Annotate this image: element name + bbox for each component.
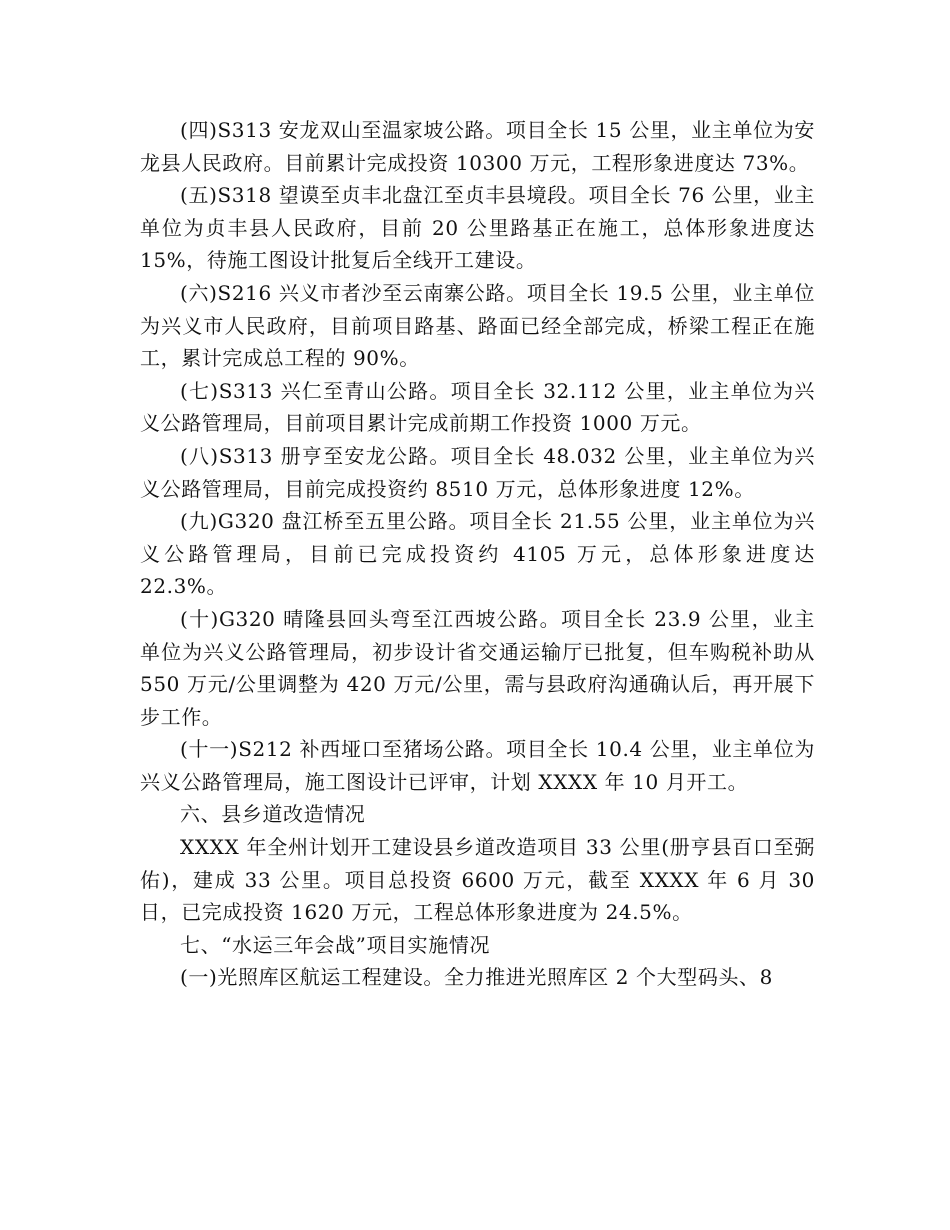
- paragraph-s216-xingyi-zhesha: (六)S216 兴义市者沙至云南寨公路。项目全长 19.5 公里，业主单位为兴义市人民政府，目前项目路基、路面已经全部完成，桥梁工程正在施工，累计完成总工程的 90%。: [140, 280, 815, 371]
- paragraph-s313-ceheng-anlong: (八)S313 册亨至安龙公路。项目全长 48.032 公里，业主单位为兴义公路管理局，目前完成投资约 8510 万元，总体形象进度 12%。: [140, 443, 815, 501]
- paragraph-county-road-renovation: XXXX 年全州计划开工建设县乡道改造项目 33 公里(册亨县百口至弼佑)，建成 33 公里。项目总投资 6600 万元，截至 XXXX 年 6 月 30 日，已完成投资 1620 万元，工程总体形象进度为 24.5%。: [140, 835, 815, 925]
- paragraph-g320-qinglong-jiangxipo: (十)G320 晴隆县回头弯至江西坡公路。项目全长 23.9 公里，业主单位为兴义公路管理局，初步设计省交通运输厅已批复，但车购税补助从 550 万元/公里调整为 420 万元/公里，需与县政府沟通确认后，再开展下步工作。: [140, 606, 815, 729]
- document-body: [140, 114, 815, 994]
- paragraph-g320-panjiangqiao-wuli: (九)G320 盘江桥至五里公路。项目全长 21.55 公里，业主单位为兴义公路管理局，目前已完成投资约 4105 万元，总体形象进度达 22.3%。: [140, 509, 815, 599]
- section-heading-county-roads: 六、县乡道改造情况: [180, 802, 366, 827]
- paragraph-s318-wangmo-zhenfeng: (五)S318 望谟至贞丰北盘江至贞丰县境段。项目全长 76 公里，业主单位为贞丰县人民政府，目前 20 公里路基正在施工，总体形象进度达 15%，待施工图设计批复后全线开工建设。: [140, 183, 815, 273]
- paragraph-s212-buxi-zhuchang: (十一)S212 补西垭口至猪场公路。项目全长 10.4 公里，业主单位为兴义公路管理局，施工图设计已评审，计划 XXXX 年 10 月开工。: [140, 737, 815, 794]
- paragraph-guangzhao-reservoir: (一)光照库区航运工程建设。全力推进光照库区 2 个大型码头、8: [180, 965, 773, 990]
- paragraph-s313-xingren-qingshan: (七)S313 兴仁至青山公路。项目全长 32.112 公里，业主单位为兴义公路管理局，目前项目累计完成前期工作投资 1000 万元。: [140, 378, 815, 436]
- section-heading-water-transport: 七、“水运三年会战”项目实施情况: [180, 932, 491, 957]
- paragraph-s313-anlong-shuangshan: (四)S313 安龙双山至温家坡公路。项目全长 15 公里，业主单位为安龙县人民政府。目前累计完成投资 10300 万元，工程形象进度达 73%。: [140, 118, 815, 175]
